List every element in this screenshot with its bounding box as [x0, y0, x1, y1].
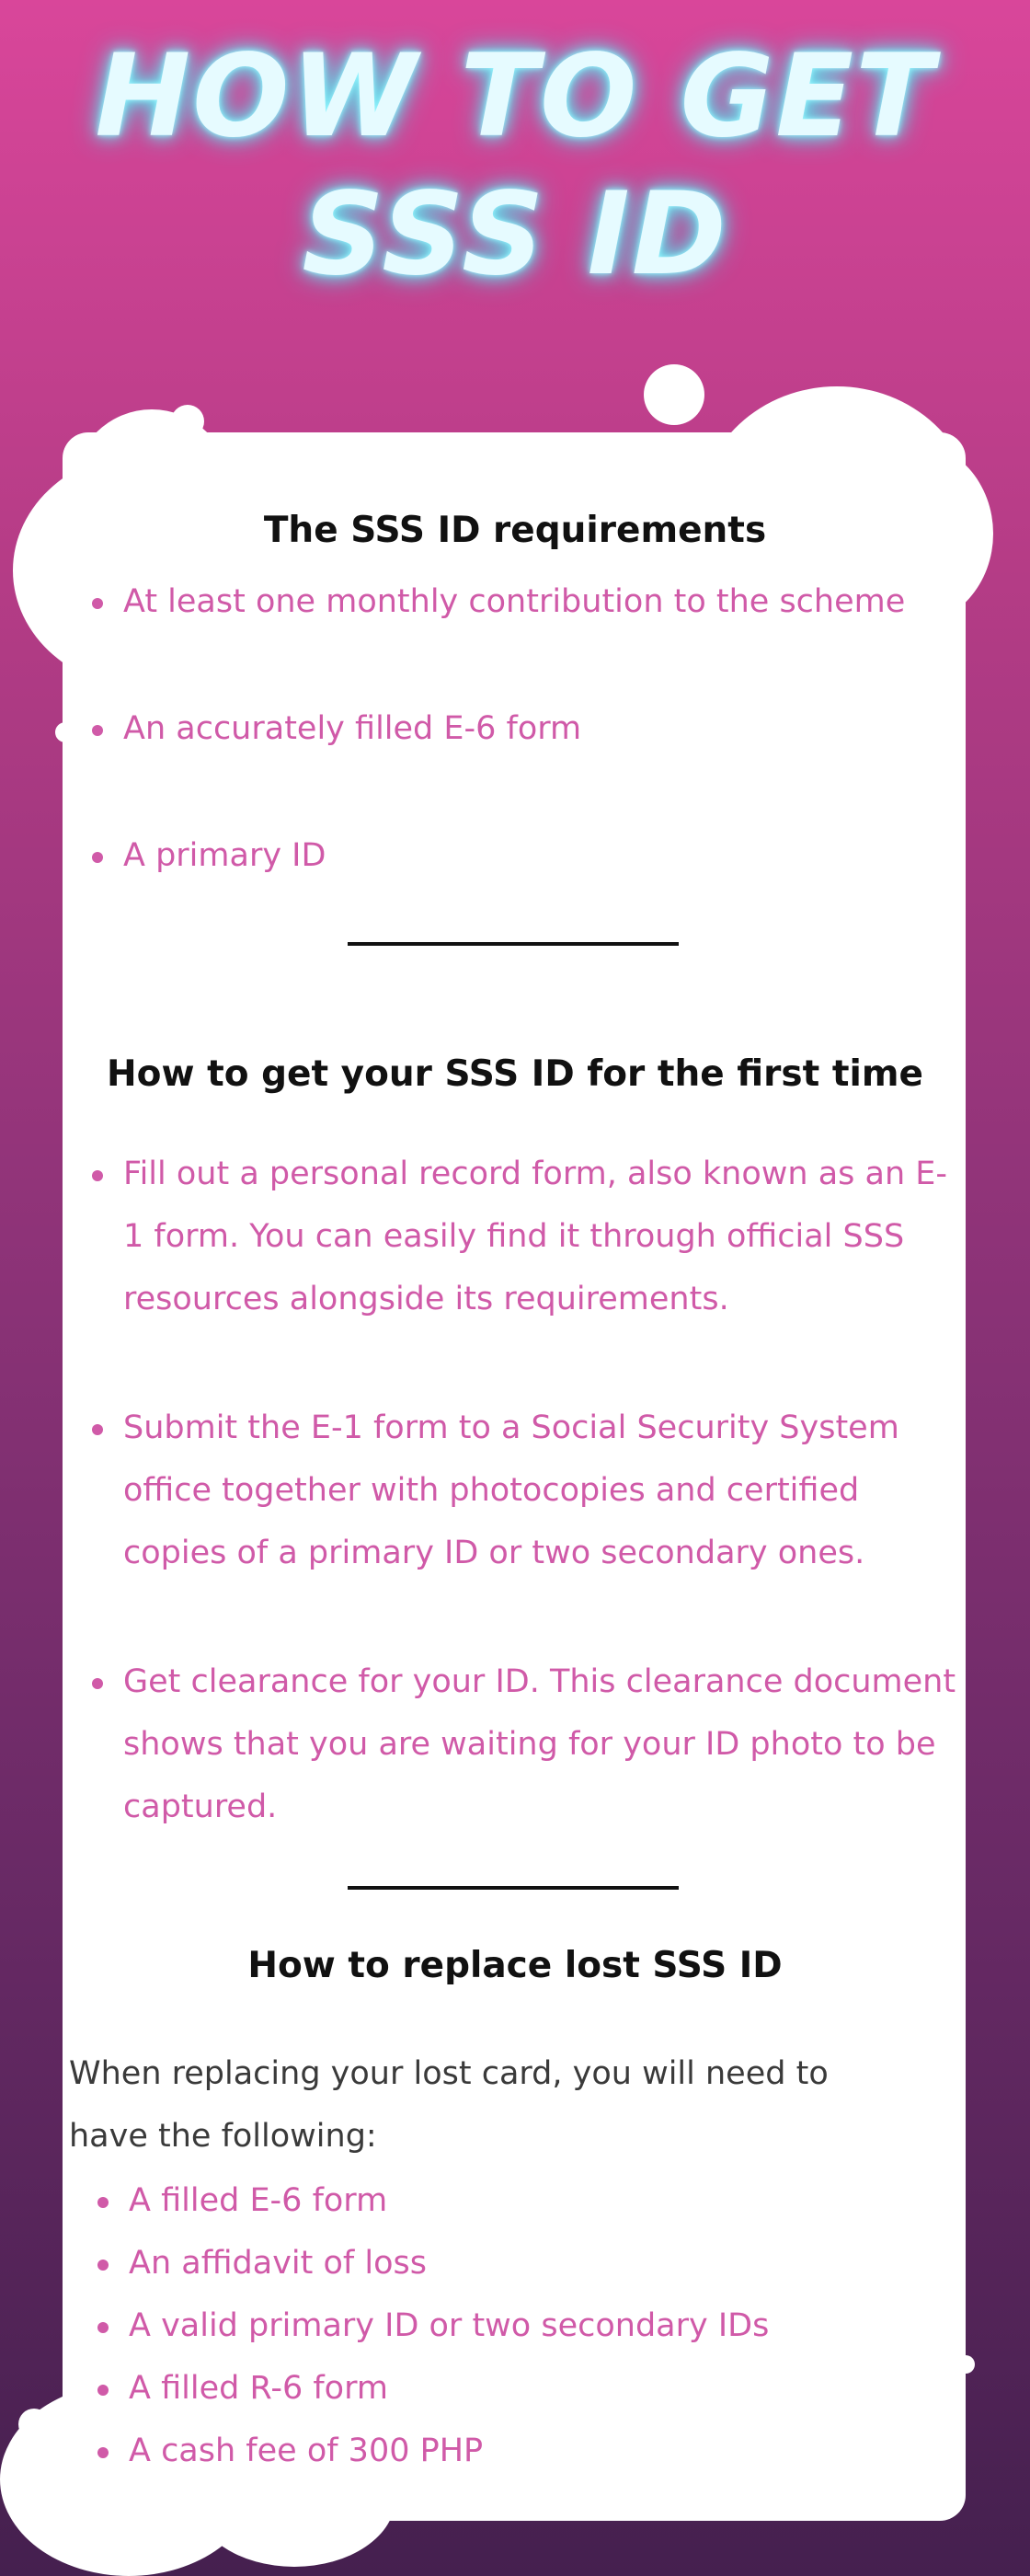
replace-list [94, 2169, 921, 2482]
list-item: A primary ID [88, 824, 971, 887]
title-line-2: SSS ID [302, 168, 728, 301]
list-item: A cash fee of 300 PHP [94, 2420, 921, 2482]
list-item: At least one monthly contribution to the scheme [88, 570, 971, 633]
list-item: Fill out a personal record form, also known as an E-1 form. You can easily find it through official SSS resources alongside its requirements. [88, 1143, 957, 1330]
list-item: Submit the E-1 form to a Social Security System office together with photocopies and certified copies of a primary ID or two secondary ones. [88, 1397, 957, 1584]
section-divider [348, 1886, 679, 1890]
replace-intro-text: When replacing your lost card, you will need to have the following: [69, 2055, 829, 2155]
list-item: Get clearance for your ID. This clearance document shows that you are waiting for your ID photo to be captured. [88, 1650, 957, 1838]
section-heading-replace: How to replace lost SSS ID [247, 1945, 783, 1986]
list-item: A valid primary ID or two secondary IDs [94, 2294, 921, 2357]
section-heading-requirements: The SSS ID requirements [263, 510, 767, 551]
requirements-list [88, 570, 971, 887]
section-divider [348, 942, 679, 946]
list-item: A filled R-6 form [94, 2357, 921, 2420]
list-item: An accurately filled E-6 form [88, 697, 971, 760]
section-heading-first-time: How to get your SSS ID for the first time [107, 1053, 923, 1095]
title-line-1: HOW TO GET [95, 30, 935, 163]
first-time-list [88, 1143, 957, 1838]
list-item: An affidavit of loss [94, 2232, 921, 2294]
list-item: A filled E-6 form [94, 2169, 921, 2232]
